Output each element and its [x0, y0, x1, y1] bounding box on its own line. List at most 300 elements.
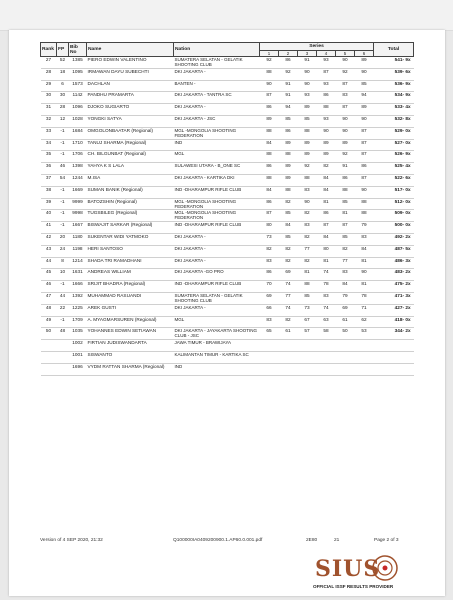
fp-cell: 24 — [59, 245, 66, 251]
bib-cell: 1666 — [72, 281, 83, 287]
fp-cell: 30 — [59, 92, 66, 98]
nation-cell: DKI JAKARTA -GO PRO — [174, 269, 224, 275]
bib-cell: 1696 — [72, 363, 83, 369]
fp-cell: -1 — [60, 210, 65, 216]
name-cell: AREK GUSTI — [87, 304, 116, 310]
table-row — [41, 68, 414, 80]
series-3-cell: 73 — [304, 304, 310, 310]
rank-cell: 50 — [45, 328, 52, 334]
series-3-cell: 83 — [304, 186, 310, 192]
total-cell: 475- 2x — [394, 281, 411, 287]
rank-cell: 31 — [45, 104, 52, 110]
series-4-cell: 82 — [323, 163, 329, 169]
series-1-cell: 89 — [266, 115, 272, 121]
series-3-cell: 85 — [304, 292, 310, 298]
logo-tagline: OFFICIAL ISSF RESULTS PROVIDER — [313, 584, 394, 589]
fp-cell: -1 — [60, 198, 65, 204]
table-row — [41, 139, 414, 151]
rank-cell: 32 — [45, 115, 52, 121]
rank-cell: 44 — [45, 257, 52, 263]
series-1-cell: 66 — [266, 304, 272, 310]
table-row — [41, 233, 414, 245]
fp-cell: 28 — [59, 104, 66, 110]
series-4-cell: 81 — [323, 198, 329, 204]
total-header: Total — [374, 43, 414, 57]
series-4-cell: 90 — [323, 127, 329, 133]
nation-cell: MGL — [174, 151, 185, 157]
bib-cell: 1573 — [72, 80, 83, 86]
bib-cell: 1002 — [72, 340, 83, 346]
rank-cell: 48 — [45, 304, 52, 310]
series-3-cell: 90 — [304, 198, 310, 204]
fp-cell: 48 — [59, 328, 66, 334]
bib-cell: 1631 — [72, 269, 83, 275]
series-2-cell: 89 — [285, 174, 291, 180]
series-6-cell: 81 — [361, 257, 367, 263]
bib-cell: 1684 — [72, 127, 83, 133]
event-code: 2E80 — [306, 538, 318, 543]
series-6-cell — [355, 351, 374, 363]
table-row — [41, 269, 414, 281]
name-cell: A. MYAGMARSUREN (Regional) — [87, 316, 157, 322]
series-2-cell: 85 — [285, 210, 291, 216]
series-3-cell: 81 — [304, 269, 310, 275]
series-6-cell: 62 — [361, 316, 367, 322]
nation-cell: DKI JAKARTA - — [174, 68, 206, 74]
series-2-cell: 89 — [285, 163, 291, 169]
name-cell: ANDREAS WILLIAM — [87, 269, 131, 275]
series-1-cell: 88 — [266, 151, 272, 157]
rank-cell: 42 — [45, 233, 52, 239]
total-cell: 344- 2x — [394, 328, 411, 334]
series-1-cell: 84 — [266, 186, 272, 192]
series-2-cell: 91 — [285, 92, 291, 98]
name-cell: VYDM RATTAN SHARMA (Regional) — [87, 363, 165, 369]
name-cell: SHADA TRI RAMADHANI — [87, 257, 142, 263]
fp-cell: 52 — [59, 57, 66, 62]
series-2-cell: 85 — [285, 233, 291, 239]
series-1-cell: 86 — [266, 198, 272, 204]
fp-cell — [57, 340, 69, 352]
table-row — [41, 104, 414, 116]
series-1-cell: 88 — [266, 127, 272, 133]
series-1-cell — [260, 363, 279, 375]
rank-cell: 34 — [45, 139, 52, 145]
series-5-cell — [336, 340, 355, 352]
total-cell — [374, 340, 414, 352]
fp-cell: -1 — [60, 186, 65, 192]
table-row — [41, 351, 414, 363]
series-1-cell: 83 — [266, 316, 272, 322]
series-header: Series — [260, 43, 374, 51]
table-row — [41, 363, 414, 375]
nation-cell: MGL -MONGOLIA SHOOTING FEDERATION — [174, 127, 237, 138]
rank-cell: 39 — [45, 198, 52, 204]
series-5-cell: 83 — [342, 92, 348, 98]
series-2-cell — [279, 351, 298, 363]
total-cell: 525- 4x — [394, 163, 411, 169]
bib-cell: 1710 — [72, 139, 83, 145]
name-cell: DJOKO SUGIARTO — [87, 104, 130, 110]
fp-cell: 44 — [59, 292, 66, 298]
total-cell: 500- 0x — [394, 222, 411, 228]
total-cell: 487- 5x — [394, 245, 411, 251]
series-2-header: 2 — [279, 51, 298, 57]
name-cell: M.ISA — [87, 174, 101, 180]
series-1-cell: 88 — [266, 174, 272, 180]
series-5-cell: 87 — [342, 104, 348, 110]
series-4-cell: 86 — [323, 92, 329, 98]
table-row — [41, 92, 414, 104]
nation-cell: IND — [174, 363, 183, 369]
series-1-cell: 86 — [266, 104, 272, 110]
series-4-cell: 87 — [323, 68, 329, 74]
series-6-cell: 81 — [361, 281, 367, 287]
series-2-cell: 86 — [285, 57, 291, 62]
series-5-cell: 50 — [342, 328, 348, 334]
rank-cell — [41, 351, 57, 363]
series-1-cell: 65 — [266, 328, 272, 334]
series-3-cell: 93 — [304, 92, 310, 98]
series-4-cell — [317, 340, 336, 352]
logo-text: SIUS — [315, 556, 381, 582]
name-cell: IRMAWAN DAYU SUBECHTI — [87, 68, 149, 74]
series-6-cell: 53 — [361, 328, 367, 334]
table-row — [41, 80, 414, 92]
series-5-cell: 91 — [342, 163, 348, 169]
series-6-cell: 94 — [361, 92, 367, 98]
series-2-cell: 88 — [285, 151, 291, 157]
series-5-cell: 88 — [342, 186, 348, 192]
bib-cell: 1096 — [72, 104, 83, 110]
bib-cell: 1669 — [72, 186, 83, 192]
nation-cell: DKI JAKARTA - KARTIKA DKI — [174, 174, 235, 180]
fp-cell: 6 — [61, 80, 64, 86]
file-name: Q100000IA0409200900.1.AP60.0.001.pdf — [173, 538, 263, 543]
series-1-cell: 92 — [266, 57, 272, 62]
series-2-cell: 94 — [285, 104, 291, 110]
table-row — [41, 151, 414, 163]
total-cell — [374, 351, 414, 363]
bib-cell: 1035 — [72, 328, 83, 334]
bib-cell: 1028 — [72, 115, 83, 121]
series-5-cell: 82 — [342, 245, 348, 251]
rank-header: Rank — [41, 43, 57, 57]
rank-cell: 36 — [45, 163, 52, 169]
series-2-cell: 74 — [285, 304, 291, 310]
fp-header: FP — [57, 43, 69, 57]
nation-cell: DKI JAKARTA - — [174, 257, 206, 263]
series-4-cell: 89 — [323, 151, 329, 157]
table-row — [41, 281, 414, 293]
series-4-cell: 84 — [323, 186, 329, 192]
table-row — [41, 115, 414, 127]
rank-cell: 30 — [45, 92, 52, 98]
bib-cell: 1142 — [72, 92, 83, 98]
series-4-header: 4 — [317, 51, 336, 57]
series-2-cell: 91 — [285, 80, 291, 86]
table-row — [41, 174, 414, 186]
bib-cell: 1180 — [72, 233, 83, 239]
nation-cell: DKI JAKARTA - TANTRA SC — [174, 92, 232, 98]
series-1-cell: 80 — [266, 222, 272, 228]
table-row — [41, 57, 414, 69]
rank-cell: 37 — [45, 174, 52, 180]
series-6-cell: 90 — [361, 186, 367, 192]
series-1-cell: 87 — [266, 210, 272, 216]
nation-cell: IND -DHARAMPUR RIFLE CLUB — [174, 281, 242, 287]
bib-cell: 9999 — [72, 198, 83, 204]
name-cell: FIRTIAN JUDISWANDARTA — [87, 340, 147, 346]
total-cell: 526- 9x — [394, 151, 411, 157]
table-row — [41, 316, 414, 328]
series-5-cell: 90 — [342, 57, 348, 62]
series-5-cell: 69 — [342, 304, 348, 310]
series-1-cell — [260, 351, 279, 363]
series-2-cell — [279, 363, 298, 375]
series-5-cell: 87 — [342, 222, 348, 228]
series-5-cell: 92 — [342, 68, 348, 74]
series-4-cell: 78 — [323, 281, 329, 287]
series-3-cell: 85 — [304, 115, 310, 121]
rank-cell: 35 — [45, 151, 52, 157]
fp-cell: 18 — [59, 68, 66, 74]
fp-cell: -1 — [60, 127, 65, 133]
series-4-cell — [317, 363, 336, 375]
series-2-cell: 86 — [285, 127, 291, 133]
series-3-cell: 77 — [304, 245, 310, 251]
version-text: Version of 4 SEP 2020, 21:32 — [40, 538, 103, 543]
total-cell: 532- 8x — [394, 115, 411, 121]
series-3-cell — [298, 351, 317, 363]
fp-cell: 12 — [59, 115, 66, 121]
series-6-cell: 90 — [361, 269, 367, 275]
bib-cell: 1706 — [72, 151, 83, 157]
nation-header: Nation — [174, 43, 260, 57]
table-row — [41, 127, 414, 139]
total-cell: 486- 3x — [394, 257, 411, 263]
name-cell: PANDHU PRAMARTA — [87, 92, 134, 98]
name-cell: YONGKI SATYA — [87, 115, 122, 121]
series-2-cell: 82 — [285, 257, 291, 263]
rank-cell — [41, 363, 57, 375]
series-3-cell: 90 — [304, 68, 310, 74]
nation-cell: DKI JAKARTA - — [174, 245, 206, 251]
series-1-cell: 83 — [266, 257, 272, 263]
shooter-target-icon — [371, 554, 399, 582]
table-row — [41, 292, 414, 304]
fp-cell: 8 — [61, 257, 64, 263]
name-cell: OMGOLONBAATAR (Regional) — [87, 127, 153, 133]
results-page — [9, 30, 445, 596]
rank-cell — [41, 340, 57, 352]
table-header — [41, 43, 414, 57]
total-cell: 471- 3x — [394, 292, 411, 298]
bib-cell: 1198 — [72, 245, 83, 251]
name-cell: SUMAN BANIK (Regional) — [87, 186, 143, 192]
total-cell: 536- 9x — [394, 80, 411, 86]
series-2-cell: 89 — [285, 139, 291, 145]
series-5-cell — [336, 351, 355, 363]
series-3-header: 3 — [298, 51, 317, 57]
series-3-cell: 88 — [304, 127, 310, 133]
series-4-cell: 89 — [323, 139, 329, 145]
series-6-cell: 90 — [361, 68, 367, 74]
series-5-cell: 81 — [342, 210, 348, 216]
rank-cell: 28 — [45, 68, 52, 74]
series-5-cell: 92 — [342, 151, 348, 157]
nation-cell: IND — [174, 139, 183, 145]
series-2-cell: 74 — [285, 281, 291, 287]
name-cell: HERI SANTOSO — [87, 245, 123, 251]
table-row — [41, 210, 414, 222]
series-6-cell: 89 — [361, 57, 367, 62]
series-6-cell: 88 — [361, 198, 367, 204]
series-4-cell: 84 — [323, 174, 329, 180]
series-6-cell: 71 — [361, 304, 367, 310]
rank-cell: 49 — [45, 316, 52, 322]
series-6-cell: 87 — [361, 174, 367, 180]
nation-cell: MGL — [174, 316, 185, 322]
nation-cell: DKI JAKARTA - JSC — [174, 115, 216, 121]
fp-cell: 54 — [59, 174, 66, 180]
total-cell: 492- 2x — [394, 233, 411, 239]
bib-cell: 1214 — [72, 257, 83, 263]
series-5-cell: 87 — [342, 80, 348, 86]
total-cell: 541- 9x — [394, 57, 411, 62]
series-5-cell — [336, 363, 355, 375]
series-6-cell — [355, 363, 374, 375]
total-cell: 529- 0x — [394, 127, 411, 133]
series-4-cell: 87 — [323, 222, 329, 228]
series-6-cell: 84 — [361, 245, 367, 251]
rank-cell: 43 — [45, 245, 52, 251]
nation-cell: DKI JAKARTA - JAYAKARTA SHOOTING CLUB - JSC — [174, 328, 258, 339]
name-cell: PIERO EDWIN VALENTINO — [87, 57, 147, 62]
series-2-cell — [279, 340, 298, 352]
fp-cell: -1 — [60, 281, 65, 287]
fp-cell: 22 — [59, 304, 66, 310]
name-cell: YOHANNES EDWIN SETIAWAN — [87, 328, 157, 334]
series-1-cell: 88 — [266, 68, 272, 74]
name-cell: BATOZSHIN (Regional) — [87, 198, 137, 204]
fp-cell: 46 — [59, 163, 66, 169]
total-cell: 512- 0x — [394, 198, 411, 204]
series-4-cell: 74 — [323, 269, 329, 275]
nation-cell: JAWA TIMUR - BRAWIJAYA — [174, 340, 232, 346]
nation-cell: SUMATERA SELATAN - GELATIK SHOOTING CLUB — [174, 57, 243, 67]
total-cell — [374, 363, 414, 375]
series-5-cell: 79 — [342, 292, 348, 298]
series-1-cell: 86 — [266, 163, 272, 169]
series-5-cell: 61 — [342, 316, 348, 322]
series-5-cell: 89 — [342, 139, 348, 145]
table-row — [41, 198, 414, 210]
series-5-cell: 83 — [342, 269, 348, 275]
series-6-cell: 87 — [361, 151, 367, 157]
table-body — [41, 57, 414, 376]
fp-cell: -1 — [60, 139, 65, 145]
series-2-cell: 85 — [285, 115, 291, 121]
nation-cell: DKI JAKARTA - — [174, 104, 206, 110]
series-5-cell: 90 — [342, 127, 348, 133]
viewer-toolbar — [0, 0, 453, 31]
table-row — [41, 222, 414, 234]
name-cell: SISWANTO — [87, 351, 113, 357]
series-1-cell: 86 — [266, 269, 272, 275]
series-3-cell: 88 — [304, 281, 310, 287]
bib-cell: 1392 — [72, 292, 83, 298]
series-2-cell: 82 — [285, 245, 291, 251]
bib-cell: 1709 — [72, 316, 83, 322]
series-4-cell: 81 — [323, 257, 329, 263]
series-3-cell: 82 — [304, 233, 310, 239]
series-5-cell: 85 — [342, 198, 348, 204]
series-5-header: 5 — [336, 51, 355, 57]
series-4-cell: 80 — [323, 245, 329, 251]
bib-cell: 1398 — [72, 163, 83, 169]
nation-cell: BANTEN - — [174, 80, 196, 86]
fp-cell — [57, 363, 69, 375]
fp-cell: -1 — [60, 222, 65, 228]
bib-cell: 1225 — [72, 304, 83, 310]
name-cell: TANUJ SHARMA (Regional) — [87, 139, 147, 145]
page-indicator: Page 2 of 3 — [374, 538, 399, 543]
fp-cell: -1 — [60, 316, 65, 322]
series-3-cell: 83 — [304, 222, 310, 228]
series-6-header: 6 — [355, 51, 374, 57]
nation-cell: MGL -MONGOLIA SHOOTING FEDERATION — [174, 198, 237, 209]
series-4-cell: 83 — [323, 292, 329, 298]
series-1-cell: 70 — [266, 281, 272, 287]
rank-cell: 27 — [45, 57, 52, 62]
series-3-cell: 82 — [304, 210, 310, 216]
series-2-cell: 61 — [285, 328, 291, 334]
series-3-cell: 82 — [304, 257, 310, 263]
rank-cell: 40 — [45, 210, 52, 216]
series-3-cell: 92 — [304, 163, 310, 169]
series-3-cell: 90 — [304, 80, 310, 86]
series-6-cell: 88 — [361, 210, 367, 216]
name-cell: DACHLAN — [87, 80, 110, 86]
nation-cell: KALIMANTAN TIMUR - KARTIKA SC — [174, 351, 249, 357]
series-1-cell: 90 — [266, 80, 272, 86]
series-3-cell: 89 — [304, 139, 310, 145]
rank-cell: 45 — [45, 269, 52, 275]
fp-cell: 10 — [59, 269, 66, 275]
series-2-cell: 84 — [285, 222, 291, 228]
nation-cell: MGL -MONGOLIA SHOOTING FEDERATION — [174, 210, 237, 221]
series-4-cell: 58 — [323, 328, 329, 334]
series-5-cell: 86 — [342, 174, 348, 180]
series-4-cell: 93 — [323, 115, 329, 121]
total-cell: 522- 6x — [394, 174, 411, 180]
series-4-cell: 88 — [323, 104, 329, 110]
series-4-cell — [317, 351, 336, 363]
rank-cell: 47 — [45, 292, 52, 298]
series-1-cell — [260, 340, 279, 352]
results-table — [40, 42, 414, 376]
series-5-cell: 84 — [342, 281, 348, 287]
name-cell: SRIJIT BHADRA (Regional) — [87, 281, 146, 287]
table-row — [41, 340, 414, 352]
series-2-cell: 82 — [285, 198, 291, 204]
series-1-cell: 84 — [266, 139, 272, 145]
series-5-cell: 90 — [342, 115, 348, 121]
name-cell: BISWAJIT SARKAR (Regional) — [87, 222, 153, 228]
series-6-cell — [355, 340, 374, 352]
name-header: Name — [87, 43, 174, 57]
